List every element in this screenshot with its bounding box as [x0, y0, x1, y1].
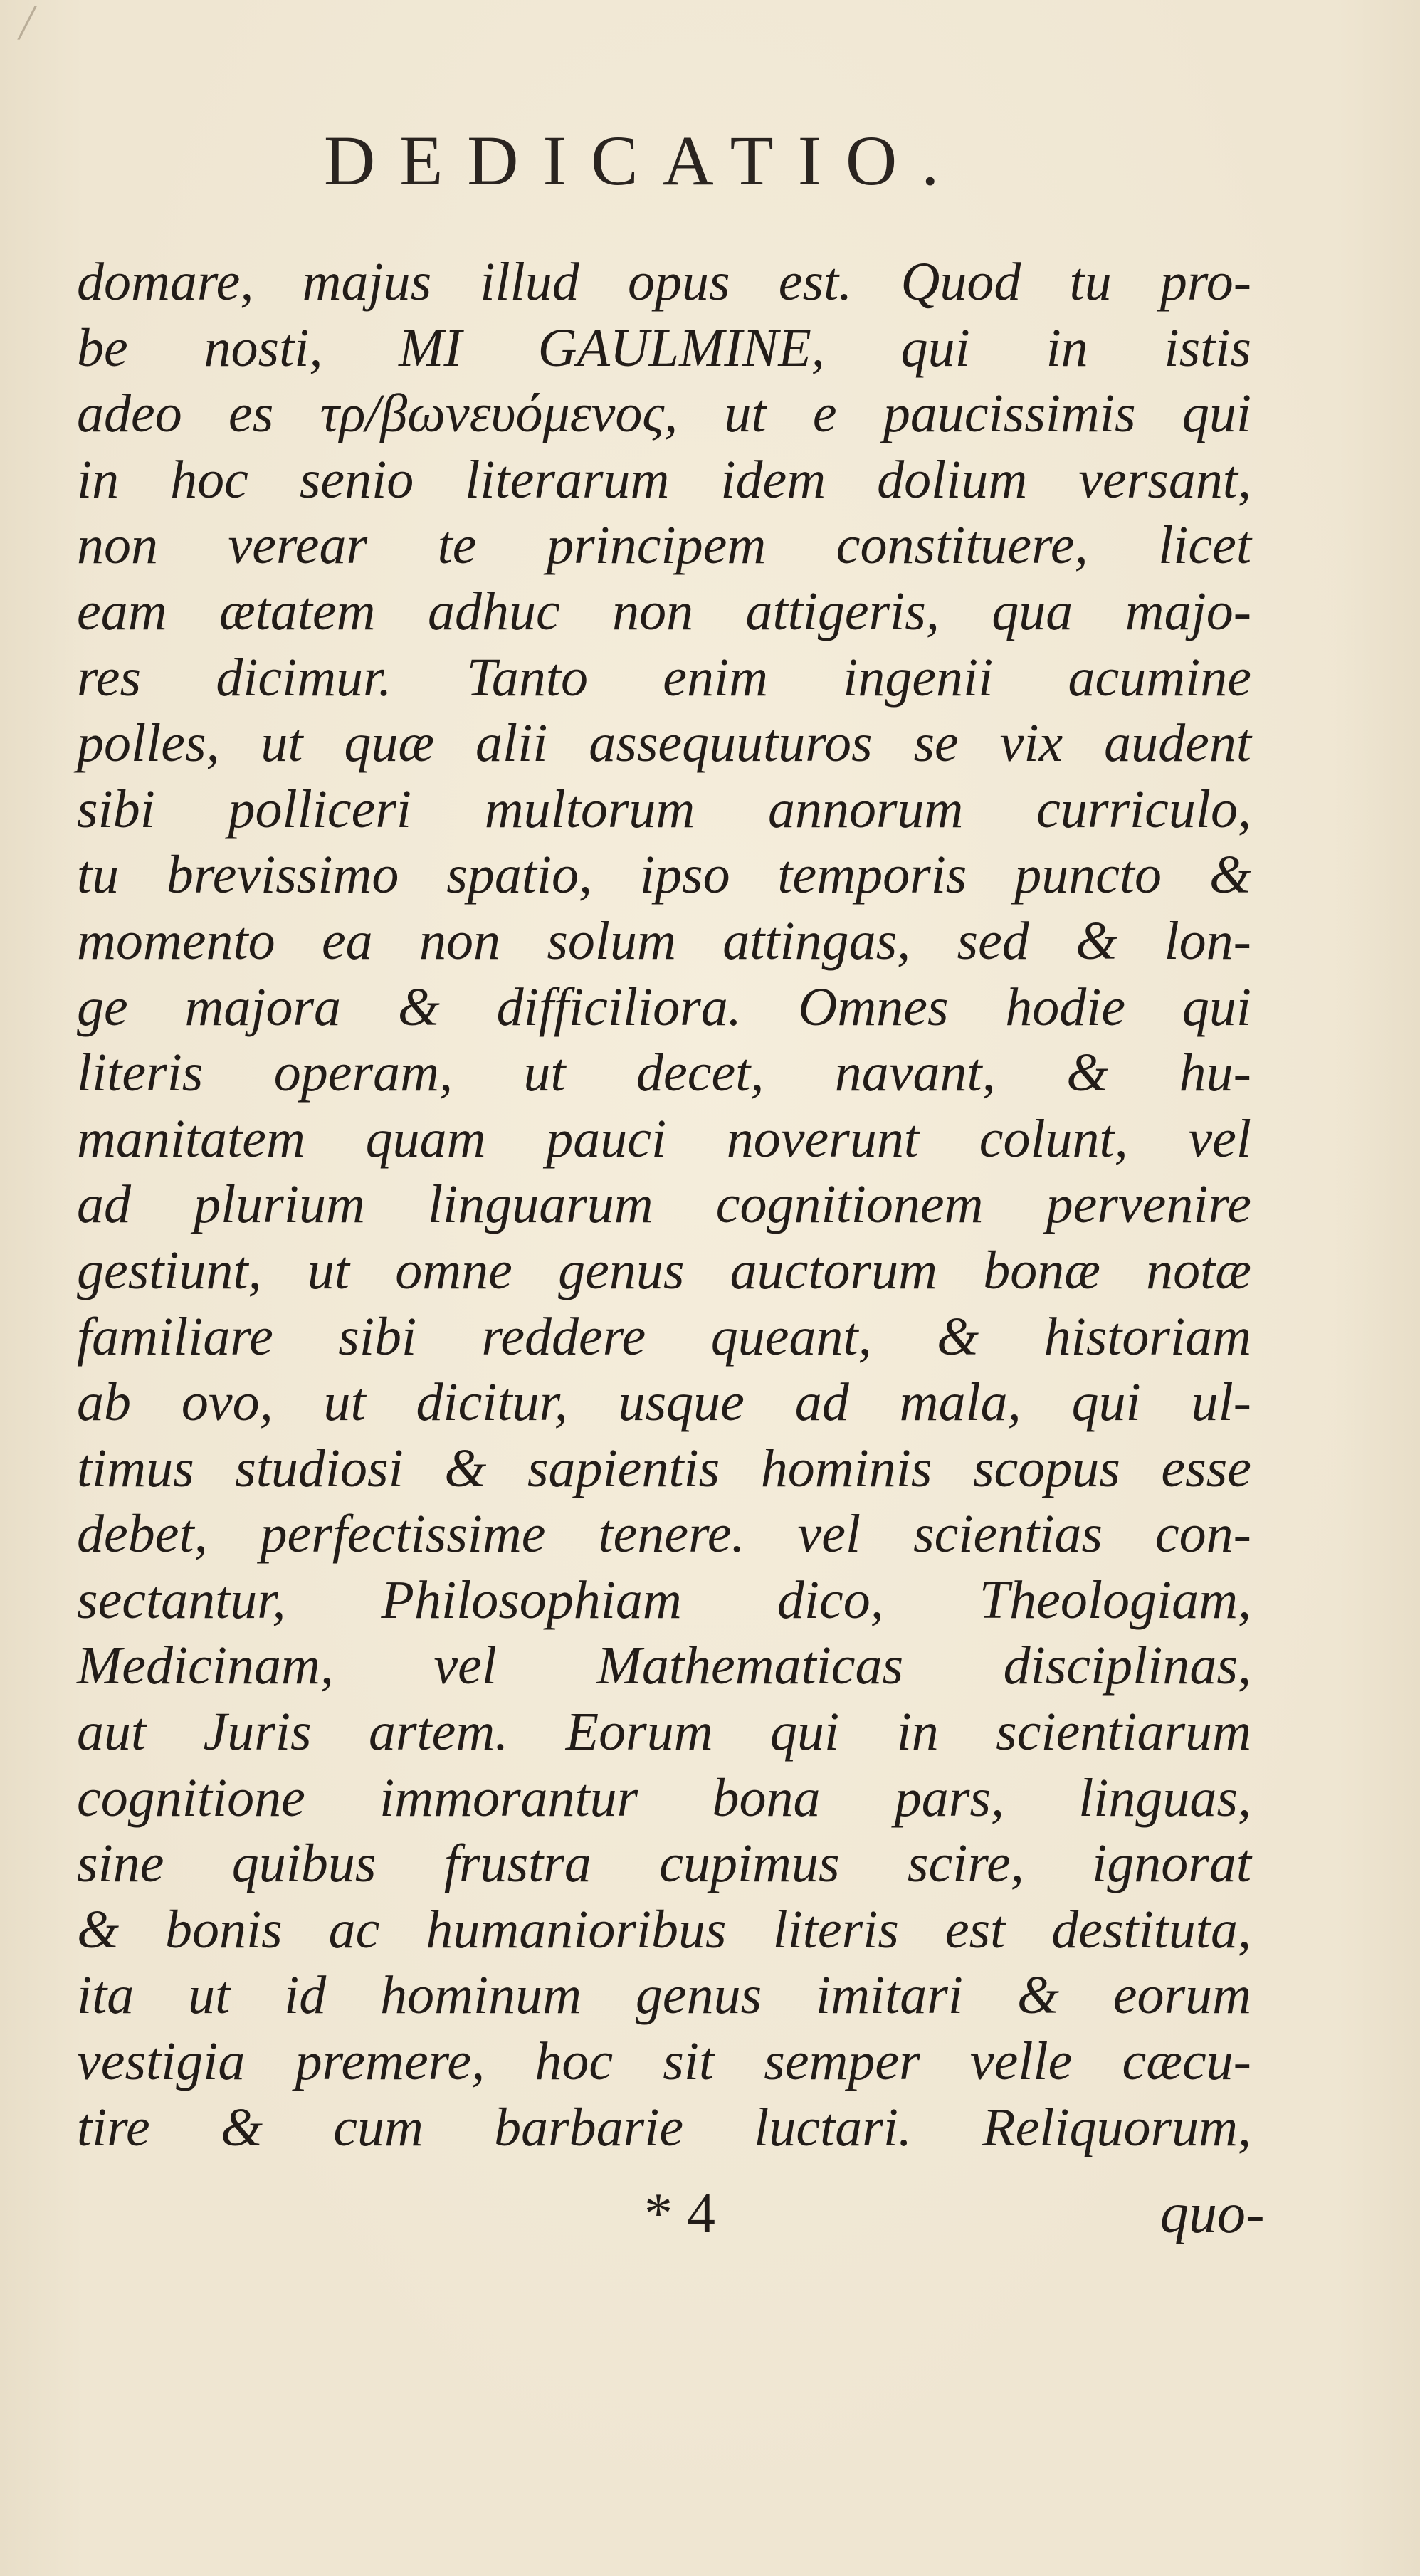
body-text [77, 249, 1251, 2160]
text-line: res dicimur. Tanto enim ingenii acumine [77, 647, 1251, 708]
signature-mark: * 4 [644, 2182, 715, 2245]
text-line: ad plurium linguarum cognitionem pervenire [77, 1174, 1251, 1235]
text-line: tire & cum barbarie luctari. Reliquorum, [77, 2097, 1251, 2157]
text-line: gestiunt, ut omne genus auctorum bonæ notæ [77, 1240, 1251, 1300]
catchword: quo- [1160, 2182, 1265, 2245]
text-line: & bonis ac humanioribus literis est destituta, [77, 1899, 1251, 1960]
text-line: tu brevissimo spatio, ipso temporis puncto & [77, 845, 1251, 905]
text-line: manitatem quam pauci noverunt colunt, vel [77, 1108, 1251, 1169]
text-line: ge majora & difficiliora. Omnes hodie qui [77, 977, 1251, 1037]
text-line: ab ovo, ut dicitur, usque ad mala, qui ul- [77, 1372, 1251, 1433]
text-line: be nosti, MI GAULMINE, qui in istis [77, 317, 1251, 378]
text-line: sectantur, Philosophiam dico, Theologiam, [77, 1570, 1251, 1630]
corner-mark: ╱ [19, 7, 36, 40]
page-heading: DEDICATIO. [324, 121, 964, 200]
text-line: domare, majus illud opus est. Quod tu pro- [77, 252, 1251, 312]
text-line: debet, perfectissime tenere. vel scientias con- [77, 1504, 1251, 1565]
text-line: vestigia premere, hoc sit semper velle cæcu- [77, 2031, 1251, 2092]
text-line: polles, ut quæ alii assequuturos se vix audent [77, 713, 1251, 774]
text-line: in hoc senio literarum idem dolium versant, [77, 449, 1251, 510]
text-line: sibi polliceri multorum annorum curriculo, [77, 779, 1251, 839]
text-line: ita ut id hominum genus imitari & eorum [77, 1965, 1251, 2026]
text-line: cognitione immorantur bona pars, linguas, [77, 1767, 1251, 1828]
text-line: non verear te principem constituere, licet [77, 515, 1251, 576]
text-line: adeo es τρ/βωνευόμενος, ut e paucissimis qui [77, 384, 1251, 444]
text-line: eam ætatem adhuc non attigeris, qua majo- [77, 581, 1251, 641]
text-line: familiare sibi reddere queant, & historiam [77, 1306, 1251, 1367]
text-line: Medicinam, vel Mathematicas disciplinas, [77, 1636, 1251, 1696]
text-line: timus studiosi & sapientis hominis scopus esse [77, 1438, 1251, 1498]
text-line: literis operam, ut decet, navant, & hu- [77, 1043, 1251, 1103]
text-line: aut Juris artem. Eorum qui in scientiarum [77, 1702, 1251, 1762]
text-line: sine quibus frustra cupimus scire, ignorat [77, 1834, 1251, 1894]
text-line: momento ea non solum attingas, sed & lon- [77, 910, 1251, 971]
